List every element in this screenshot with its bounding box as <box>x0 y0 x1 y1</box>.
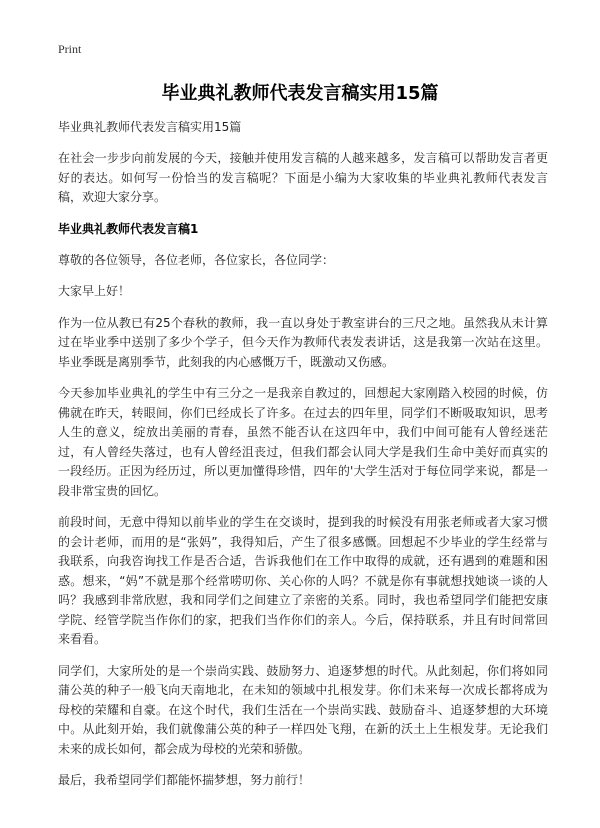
article-body <box>58 118 548 803</box>
body-paragraph-3: 前段时间，无意中得知以前毕业的学生在交谈时，提到我的时候没有用张老师或者大家习惯的会计老师，而用的是“张妈”，我得知后，产生了很多感慨。回想起不少毕业的学生经常与我联系，向我咨询找工作是否合适，告诉我他们在工作中取得的成就，还有遇到的难题和困惑。想来，“妈”不就是那个经常唠叨你、关心你的人吗？不就是你有事就想找她谈一谈的人吗？我感到非常欣慰，我和同学们之间建立了亲密的关系。同时，我也希望同学们能把安康学院、经管学院当作你们的家，把我们当作你们的亲人。今后，保持联系，并且有时间常回来看看。 <box>58 515 548 646</box>
body-paragraph-4: 同学们，大家所处的是一个崇尚实践、鼓励努力、追逐梦想的时代。从此刻起，你们将如同蒲公英的种子一般飞向天南地北，在未知的领域中扎根发芽。你们未来每一次成长都将成为母校的荣耀和自豪。在这个时代，我们生活在一个崇尚实践、鼓励奋斗、追逐梦想的大环境中。从此刻开始，我们就像蒲公英的种子一样四处飞翔，在新的沃土上生根发芽。无论我们未来的成长如何，都会成为母校的光荣和骄傲。 <box>58 663 548 756</box>
morning-paragraph: 大家早上好！ <box>58 284 131 298</box>
intro-paragraph: 在社会一步步向前发展的今天，接触并使用发言稿的人越来越多，发言稿可以帮助发言者更好的表达。如何写一份恰当的发言稿呢？下面是小编为大家收集的毕业典礼教师代表发言稿，欢迎大家分享。 <box>58 151 548 204</box>
section-heading: 毕业典礼教师代表发言稿1 <box>58 221 199 236</box>
print-link[interactable]: Print <box>58 42 82 56</box>
body-paragraph-2: 今天参加毕业典礼的学生中有三分之一是我亲自教过的，回想起大家刚踏入校园的时候，仿佛就在昨天，转眼间，你们已经成长了许多。在过去的四年里，同学们不断吸取知识，思考人生的意义，绽放出美丽的青春，虽然不能否认在这四年中，我们中间可能有人曾经迷茫过，有人曾经失落过，也有人曾经沮丧过，但我们都会认同大学是我们生命中美好而真实的一段经历。正因为经历过，所以更加懂得珍惜，四年的'大学生活对于每位同学来说，都是一段非常宝贵的回忆。 <box>58 386 548 498</box>
closing-paragraph: 最后，我希望同学们都能怀揣梦想，努力前行！ <box>58 773 311 787</box>
body-paragraph-1: 作为一位从教已有25个春秋的教师，我一直以身处于教室讲台的三尺之地。虽然我从未计算过在毕业季中送别了多少个学子，但今天作为教师代表发表讲话，这是我第一次站在这里。毕业季既是离别季节，此刻我的内心感慨万千，既激动又伤感。 <box>58 315 548 369</box>
article-subtitle: 毕业典礼教师代表发言稿实用15篇 <box>58 120 242 134</box>
page-title: 毕业典礼教师代表发言稿实用15篇 <box>161 83 439 104</box>
greeting-paragraph: 尊敬的各位领导，各位老师，各位家长，各位同学： <box>58 252 335 267</box>
